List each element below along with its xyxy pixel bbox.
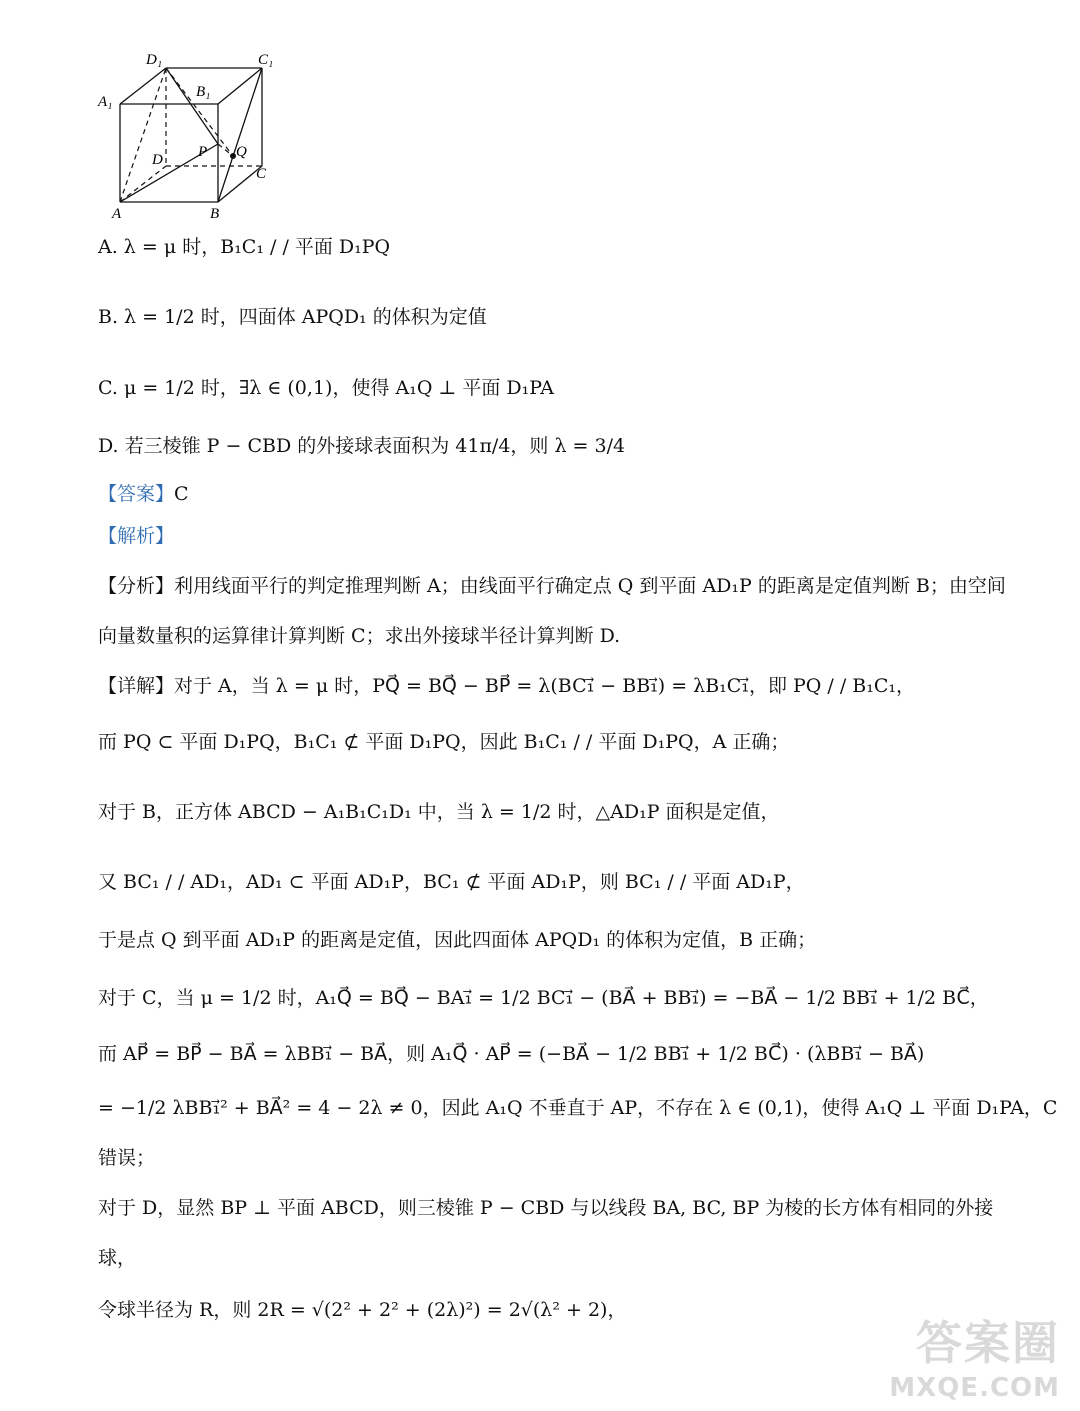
option-a: A. λ = μ 时，B₁C₁ / / 平面 D₁PQ xyxy=(98,236,391,258)
analysis-heading xyxy=(98,522,174,550)
option-c: C. μ = 1/2 时，∃λ ∈ (0,1)，使得 A₁Q ⊥ 平面 D₁PA xyxy=(98,377,554,399)
label-b1: B₁ xyxy=(196,84,211,100)
option-b: B. λ = 1/2 时，四面体 APQD₁ 的体积为定值 xyxy=(98,306,487,328)
label-a1: A₁ xyxy=(98,94,113,110)
answer-value: C xyxy=(174,483,189,505)
solution-line-2: 向量数量积的运算律计算判断 C；求出外接球半径计算判断 D. xyxy=(98,625,621,647)
label-a: A xyxy=(112,206,122,222)
answer-tag: 【答案】 xyxy=(98,483,175,505)
watermark xyxy=(889,1307,1060,1403)
solution-line-12: 对于 D，显然 BP ⊥ 平面 ABCD，则三棱锥 P − CBD 与以线段 BA, BC, BP 为棱的长方体有相同的外接 xyxy=(98,1197,994,1219)
solution-line-9: 而 AP⃗ = BP⃗ − BA⃗ = λBB₁⃗ − BA⃗，则 A₁Q⃗ · AP⃗ = (−BA⃗ − 1/2 BB₁⃗ + 1/2 BC⃗) · (λBB₁⃗ − BA⃗) xyxy=(98,1043,925,1065)
label-q: Q xyxy=(236,144,247,160)
solution-line-8: 对于 C，当 μ = 1/2 时，A₁Q⃗ = BQ⃗ − BA₁⃗ = 1/2 BC₁⃗ − (BA⃗ + BB₁⃗) = −BA⃗ − 1/2 BB₁⃗ + 1/2 BC⃗， xyxy=(98,987,989,1009)
solution-line-5: 对于 B，正方体 ABCD − A₁B₁C₁D₁ 中，当 λ = 1/2 时，△AD₁P 面积是定值， xyxy=(98,801,780,823)
watermark-logo-text: 答案圈 xyxy=(916,1316,1060,1370)
solution-line-3: 【详解】对于 A，当 λ = μ 时，PQ⃗ = BQ⃗ − BP⃗ = λ(BC₁⃗ − BB₁⃗) = λB₁C₁⃗，即 PQ / / B₁C₁， xyxy=(98,675,916,697)
solution-line-7: 于是点 Q 到平面 AD₁P 的距离是定值，因此四面体 APQD₁ 的体积为定值，B 正确； xyxy=(98,929,817,951)
solution-line-11: 错误； xyxy=(98,1147,156,1169)
label-d1: D₁ xyxy=(146,52,163,68)
label-c: C xyxy=(256,166,267,182)
solution-line-13: 球， xyxy=(98,1247,137,1269)
solution-line-10: = −1/2 λBB₁⃗² + BA⃗² = 4 − 2λ ≠ 0，因此 A₁Q 不垂直于 AP，不存在 λ ∈ (0,1)，使得 A₁Q ⊥ 平面 D₁PA，C xyxy=(98,1097,1058,1119)
watermark-url: MXQE.COM xyxy=(889,1373,1060,1403)
solution-line-4: 而 PQ ⊂ 平面 D₁PQ，B₁C₁ ⊄ 平面 D₁PQ，因此 B₁C₁ / / 平面 D₁PQ，A 正确； xyxy=(98,731,790,753)
solution-line-1: 【分析】利用线面平行的判定推理判断 A；由线面平行确定点 Q 到平面 AD₁P 的距离是定值判断 B；由空间 xyxy=(98,575,1006,597)
solution-line-14: 令球半径为 R，则 2R = √(2² + 2² + (2λ)²) = 2√(λ² + 2)， xyxy=(98,1299,627,1321)
label-p: P xyxy=(198,144,208,160)
cube-figure xyxy=(96,44,296,224)
label-d: D xyxy=(152,152,163,168)
solution-line-6: 又 BC₁ / / AD₁，AD₁ ⊂ 平面 AD₁P，BC₁ ⊄ 平面 AD₁P，则 BC₁ / / 平面 AD₁P， xyxy=(98,871,805,893)
label-c1: C₁ xyxy=(258,52,274,68)
answer-line xyxy=(98,480,189,508)
label-b: B xyxy=(210,206,220,222)
analysis-tag: 【解析】 xyxy=(98,525,175,547)
option-d: D. 若三棱锥 P − CBD 的外接球表面积为 41π/4，则 λ = 3/4 xyxy=(98,435,626,457)
